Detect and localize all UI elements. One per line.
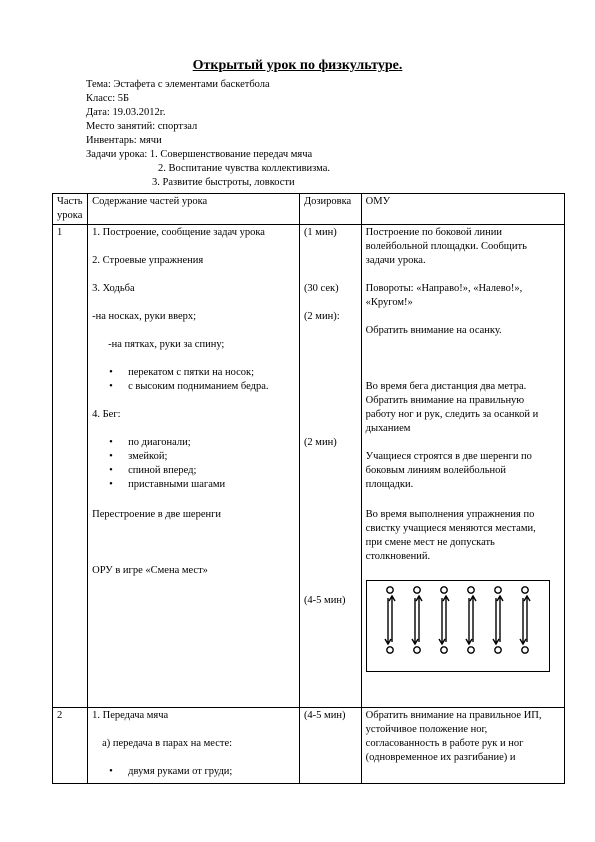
row1-bullet: • перекатом с пятки на носок; <box>128 366 254 380</box>
row1-dosage-item: (2 мин) <box>303 437 337 448</box>
row1-omu-item: Построение по боковой линии волейбольной площадки. Сообщить задачи урока. <box>365 227 527 266</box>
row1-bullet: • змейкой; <box>128 450 167 464</box>
lesson-tasks-2: 2. Воспитание чувства коллективизма. <box>158 163 331 174</box>
row2-dosage-item: (4-5 мин) <box>303 710 346 721</box>
row1-part: 1 <box>53 225 88 708</box>
row2-omu <box>361 708 564 784</box>
row1-omu <box>361 225 564 708</box>
row2-part: 2 <box>53 708 88 784</box>
row1-item: 1. Построение, сообщение задач урока <box>92 227 265 238</box>
row1-item: -на пятках, руки за спину; <box>108 339 225 350</box>
row1-omu-item: Обратить внимание на осанку. <box>365 325 502 336</box>
player-top <box>494 587 500 593</box>
row2-item: 1. Передача мяча <box>92 710 169 721</box>
header-omu: ОМУ <box>361 194 564 225</box>
player-top <box>413 587 419 593</box>
row1-item: Перестроение в две шеренги <box>92 509 222 520</box>
row1-bullet: • по диагонали; <box>128 436 191 450</box>
row1-bullet: • с высоким подниманием бедра. <box>128 380 268 394</box>
lesson-meta <box>86 78 330 190</box>
player-bottom <box>467 647 473 653</box>
row2-dosage <box>299 708 361 784</box>
row1-dosage-item: (1 мин) <box>303 227 337 238</box>
row1-omu-item: Учащиеся строятся в две шеренги по боковым линиям волейбольной площадки. <box>365 451 532 490</box>
page-title: Открытый урок по физкультуре. <box>192 58 403 73</box>
row1-omu-item: Во время выполнения упражнения по свистку учащиеся меняются местами, при смене мест не допускать столкновений. <box>365 509 536 562</box>
row2-bullet: • двумя руками от груди; <box>128 765 232 779</box>
header-dosage: Дозировка <box>299 194 361 225</box>
header-part: Часть урока <box>53 194 88 225</box>
row1-item: 4. Бег: <box>92 409 121 420</box>
player-bottom <box>494 647 500 653</box>
table-row <box>53 225 565 708</box>
table-row <box>53 708 565 784</box>
player-top <box>440 587 446 593</box>
player-bottom <box>440 647 446 653</box>
diagram-players <box>385 587 530 653</box>
player-top <box>521 587 527 593</box>
lesson-table <box>52 193 565 784</box>
lesson-tasks-3: 3. Развитие быстроты, ловкости <box>152 177 295 188</box>
lesson-class: Класс: 5Б <box>86 93 130 104</box>
lesson-topic: Тема: Эстафета с элементами баскетбола <box>86 79 270 90</box>
row1-item: ОРУ в игре «Смена мест» <box>92 565 208 576</box>
row1-item: -на носках, руки вверх; <box>92 311 197 322</box>
table-header-row <box>53 194 565 225</box>
lesson-inventory: Инвентарь: мячи <box>86 135 162 146</box>
player-bottom <box>521 647 527 653</box>
row1-bullet: • спиной вперед; <box>128 464 196 478</box>
row1-dosage-item: (30 сек) <box>303 283 339 294</box>
player-bottom <box>413 647 419 653</box>
row1-omu-item: Повороты: «Направо!», «Налево!», «Кругом!» <box>365 283 523 308</box>
lesson-date: Дата: 19.03.2012г. <box>86 107 166 118</box>
row1-dosage-item: (4-5 мин) <box>303 595 346 606</box>
player-top <box>467 587 473 593</box>
row1-omu-item: Во время бега дистанция два метра. Обратить внимание на правильную работу ног и рук, следить за осанкой и дыханием <box>365 381 539 434</box>
row2-item: а) передача в парах на месте: <box>102 738 233 749</box>
exchange-diagram <box>366 580 550 672</box>
lesson-tasks-1: Задачи урока: 1. Совершенствование передач мяча <box>86 149 313 160</box>
row2-content <box>88 708 300 784</box>
header-content: Содержание частей урока <box>88 194 300 225</box>
player-bottom <box>386 647 392 653</box>
row1-content <box>88 225 300 708</box>
lesson-place: Место занятий: спортзал <box>86 121 198 132</box>
row2-omu-item: Обратить внимание на правильное ИП, устойчивое положение ног, согласованность в работе рук и ног (одновременное их разгибание) и <box>365 710 542 763</box>
row1-dosage-item: (2 мин): <box>303 311 340 322</box>
player-top <box>386 587 392 593</box>
row1-bullet: • приставными шагами <box>128 478 225 492</box>
row1-item: 3. Ходьба <box>92 283 135 294</box>
row1-item: 2. Строевые упражнения <box>92 255 204 266</box>
row1-dosage <box>299 225 361 708</box>
